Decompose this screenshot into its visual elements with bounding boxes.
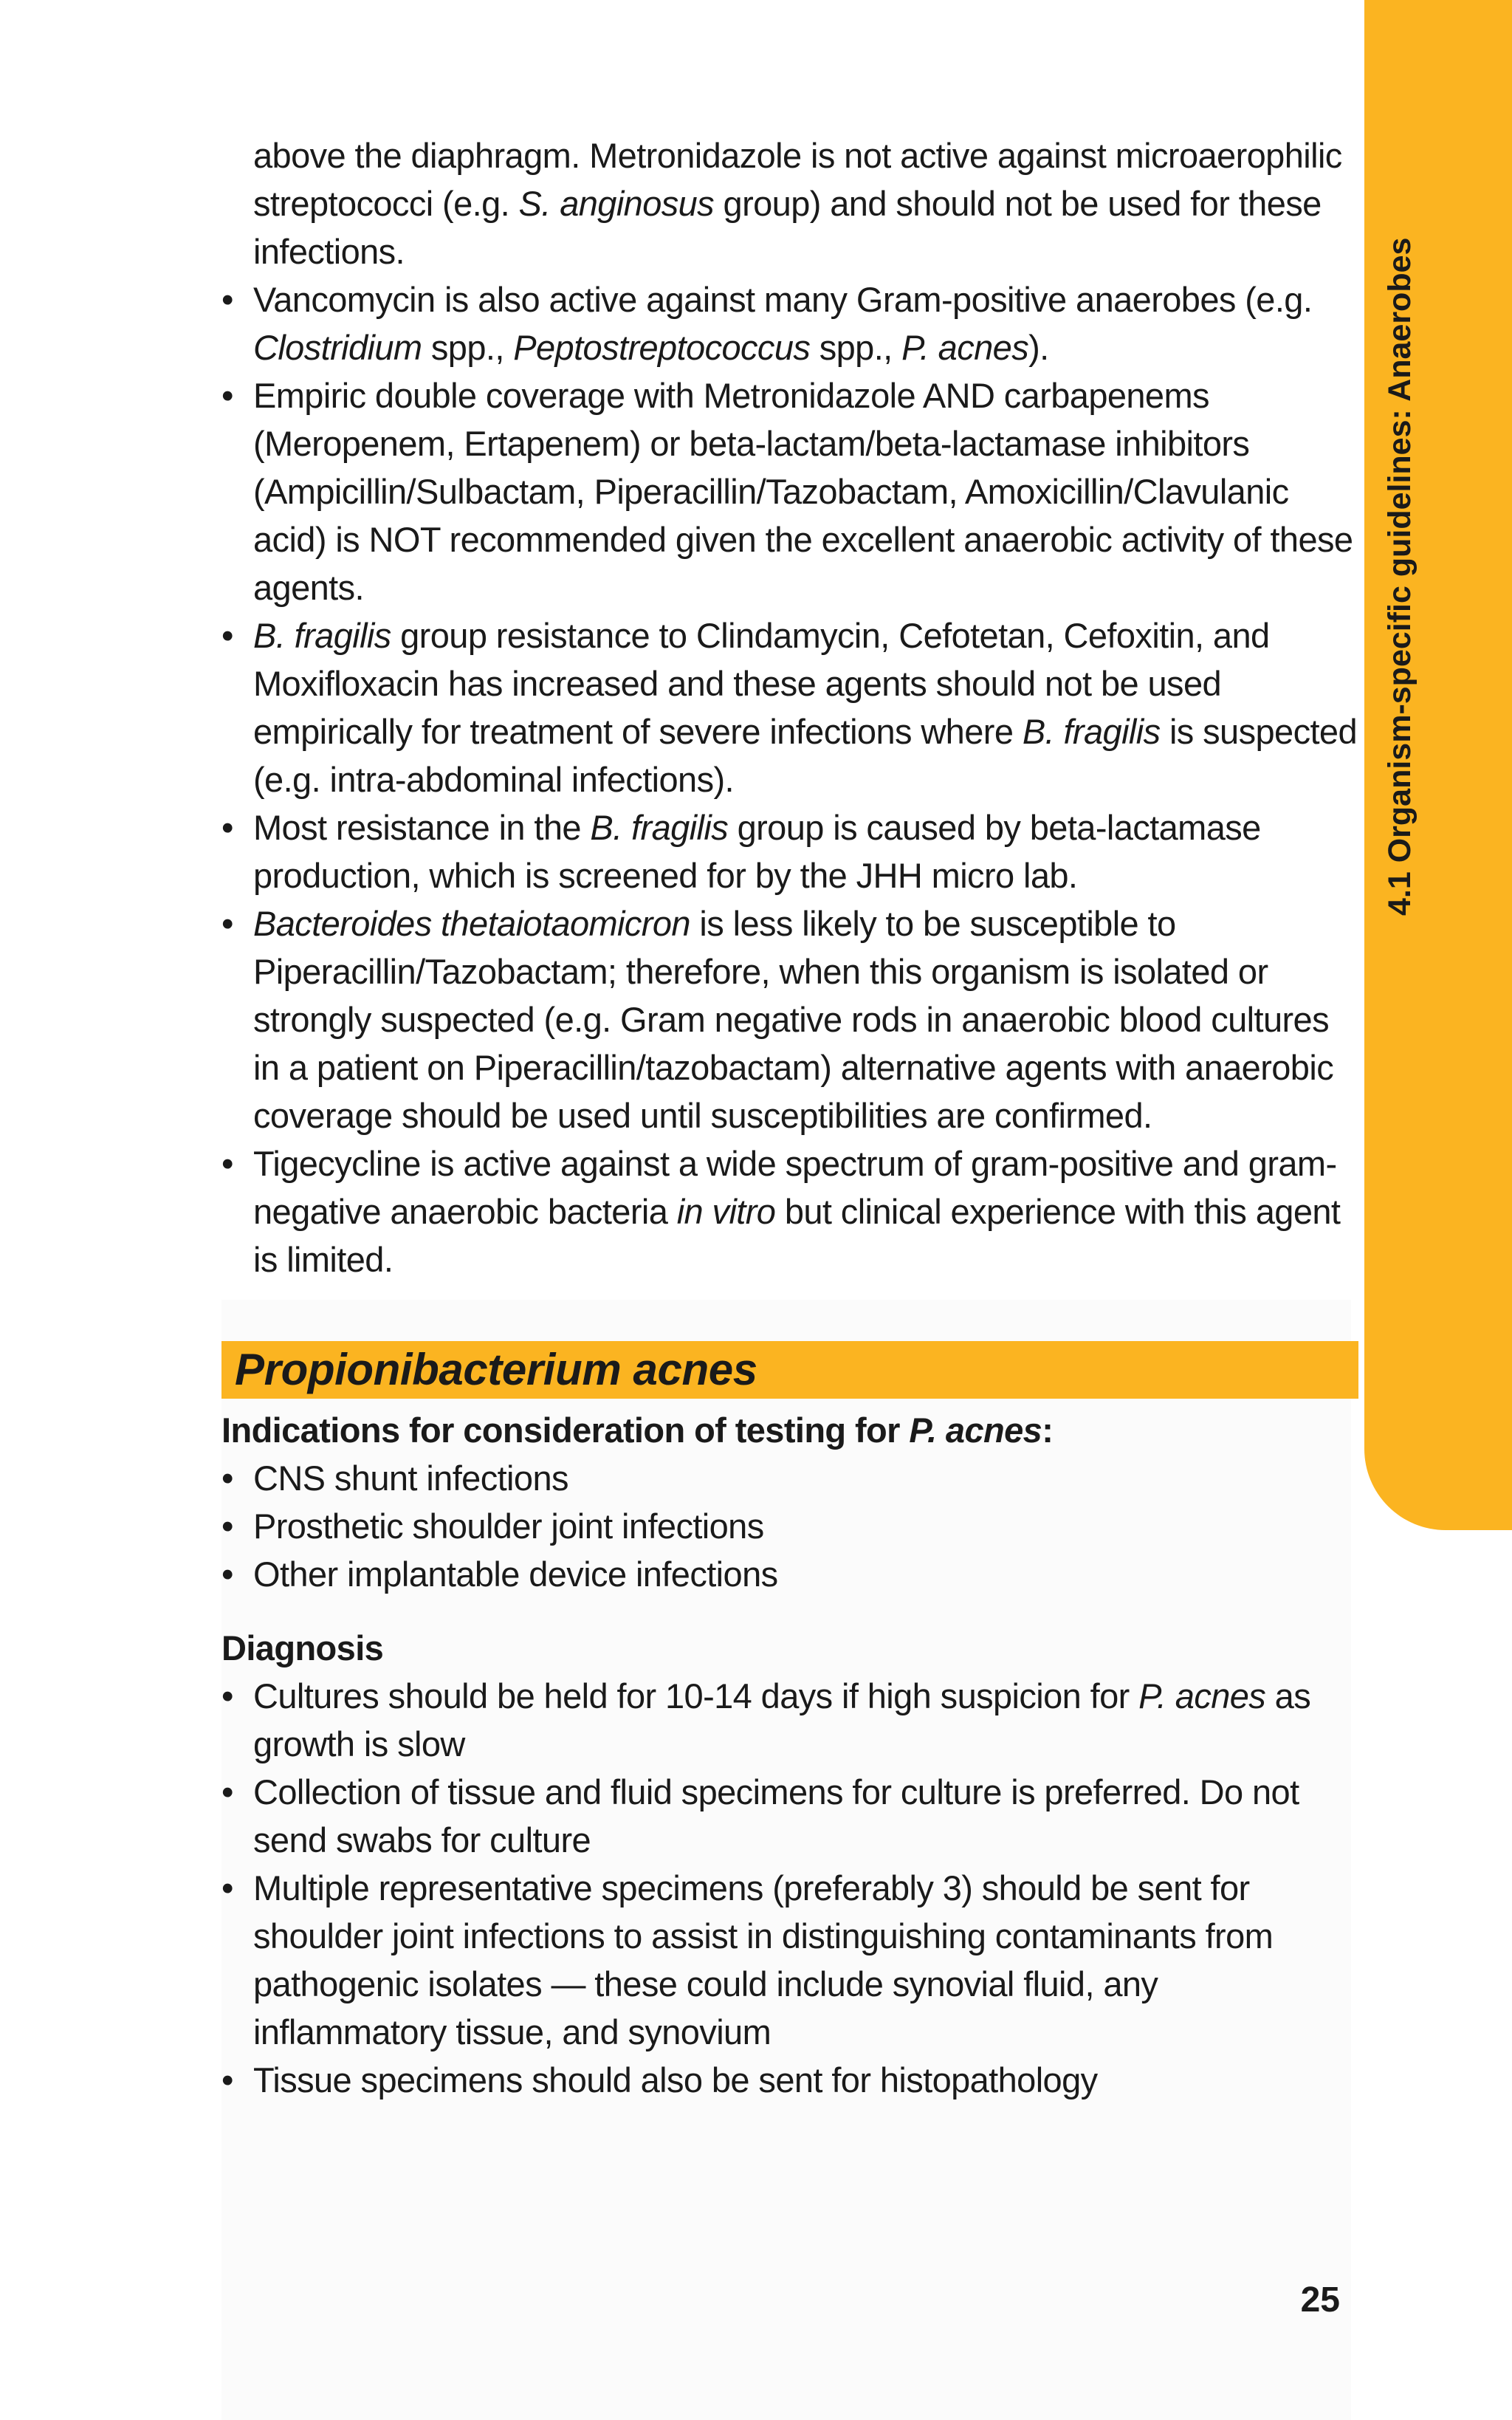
list-item: • Empiric double coverage with Metronidazole AND carbapenems (Meropenem, Ertapenem) or beta-lactam/beta-lactamase inhibitors (Ampicillin/Sulbactam, Piperacillin/Tazobactam, Amoxicillin/Clavulanic acid) is NOT recommended given the excellent anaerobic activity of these agents. [221, 371, 1358, 611]
list-item: • B. fragilis group resistance to Clindamycin, Cefotetan, Cefoxitin, and Moxifloxacin has increased and these agents should not be used empirically for treatment of severe infections where B. fragilis is suspected (e.g. intra-abdominal infections). [221, 611, 1358, 803]
list-item: • CNS shunt infections [221, 1454, 1358, 1502]
page-number: 25 [1300, 2280, 1340, 2320]
list-item: • Bacteroides thetaiotaomicron is less likely to be susceptible to Piperacillin/Tazobactam; therefore, when this organism is isolated or strongly suspected (e.g. Gram negative rods in anaerobic blood cultures in a patient on Piperacillin/tazobactam) alternative agents with anaerobic coverage should be used until susceptibilities are confirmed. [221, 899, 1358, 1139]
anaerobe-notes-list [221, 275, 1358, 1283]
continuation-paragraph: above the diaphragm. Metronidazole is not active against microaerophilic streptococci (e.g. S. anginosus group) and should not be used for these infections. [253, 136, 1342, 271]
list-item: • Cultures should be held for 10-14 days if high suspicion for P. acnes as growth is slow [221, 1672, 1358, 1768]
section-title-bar [221, 1341, 1358, 1399]
indications-heading: Indications for consideration of testing for P. acnes: [221, 1410, 1054, 1450]
list-item: • Vancomycin is also active against many Gram-positive anaerobes (e.g. Clostridium spp., Peptostreptococcus spp., P. acnes). [221, 275, 1358, 371]
chapter-side-tab-label: 4.1 Organism-specific guidelines: Anaerobes [1382, 237, 1418, 916]
indications-list [221, 1454, 1358, 1598]
diagnosis-list [221, 1672, 1358, 2104]
list-item: • Most resistance in the B. fragilis group is caused by beta-lactamase production, which is screened for by the JHH micro lab. [221, 803, 1358, 899]
list-item: • Multiple representative specimens (preferably 3) should be sent for shoulder joint infections to assist in distinguishing contaminants from pathogenic isolates — these could include synovial fluid, any inflammatory tissue, and synovium [221, 1864, 1358, 2056]
list-item: • Other implantable device infections [221, 1550, 1358, 1598]
list-item: • Tigecycline is active against a wide spectrum of gram-positive and gram-negative anaerobic bacteria in vitro but clinical experience with this agent is limited. [221, 1139, 1358, 1283]
list-item: • Prosthetic shoulder joint infections [221, 1502, 1358, 1550]
section-title: Propionibacterium acnes [235, 1345, 757, 1394]
diagnosis-heading: Diagnosis [221, 1628, 384, 1667]
page-content [221, 131, 1358, 2104]
list-item: • Collection of tissue and fluid specimens for culture is preferred. Do not send swabs for culture [221, 1768, 1358, 1864]
list-item: • Tissue specimens should also be sent for histopathology [221, 2056, 1358, 2104]
